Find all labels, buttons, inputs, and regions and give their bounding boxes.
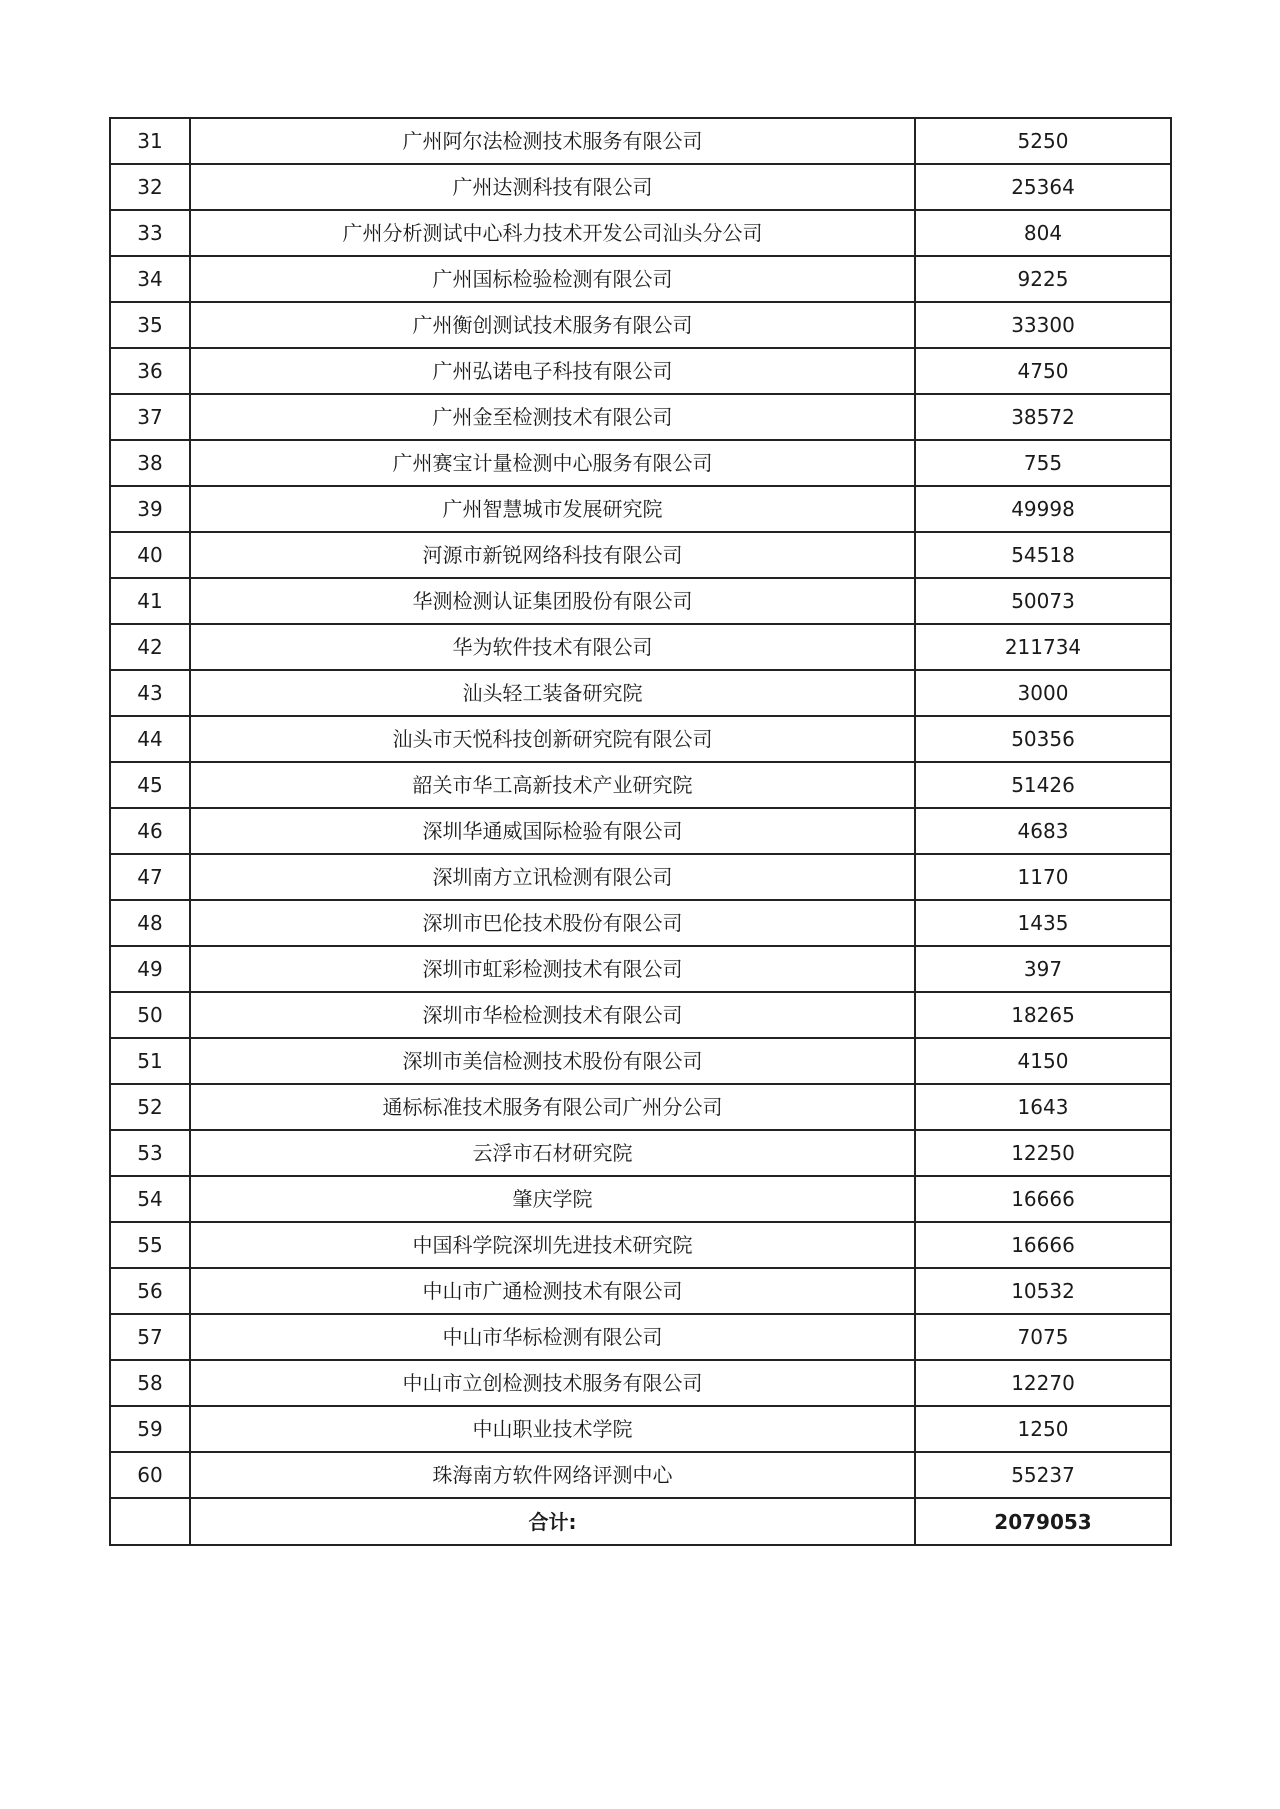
- row-index: 41: [110, 578, 190, 624]
- row-name: 广州达测科技有限公司: [190, 164, 915, 210]
- row-amount: 54518: [915, 532, 1171, 578]
- row-index: 42: [110, 624, 190, 670]
- row-amount: 804: [915, 210, 1171, 256]
- row-amount: 9225: [915, 256, 1171, 302]
- table-row: [110, 762, 1171, 808]
- row-amount: 12250: [915, 1130, 1171, 1176]
- row-index: 48: [110, 900, 190, 946]
- table-row: [110, 256, 1171, 302]
- row-index: 46: [110, 808, 190, 854]
- table-row: [110, 946, 1171, 992]
- row-name: 河源市新锐网络科技有限公司: [190, 532, 915, 578]
- row-name: 中山市广通检测技术有限公司: [190, 1268, 915, 1314]
- row-name: 肇庆学院: [190, 1176, 915, 1222]
- row-name: 深圳市巴伦技术股份有限公司: [190, 900, 915, 946]
- table-row: [110, 486, 1171, 532]
- row-amount: 4150: [915, 1038, 1171, 1084]
- row-name: 珠海南方软件网络评测中心: [190, 1452, 915, 1498]
- table-row: [110, 578, 1171, 624]
- row-name: 中山市华标检测有限公司: [190, 1314, 915, 1360]
- row-index: 43: [110, 670, 190, 716]
- row-name: 中山市立创检测技术服务有限公司: [190, 1360, 915, 1406]
- row-index: 60: [110, 1452, 190, 1498]
- row-index: 35: [110, 302, 190, 348]
- row-amount: 211734: [915, 624, 1171, 670]
- row-amount: 397: [915, 946, 1171, 992]
- row-index: 33: [110, 210, 190, 256]
- row-amount: 1170: [915, 854, 1171, 900]
- row-name: 深圳南方立讯检测有限公司: [190, 854, 915, 900]
- row-name: 中国科学院深圳先进技术研究院: [190, 1222, 915, 1268]
- table-body: [110, 118, 1171, 1545]
- row-name: 韶关市华工高新技术产业研究院: [190, 762, 915, 808]
- total-index-cell: [110, 1498, 190, 1545]
- row-index: 44: [110, 716, 190, 762]
- table-row: [110, 808, 1171, 854]
- row-amount: 4750: [915, 348, 1171, 394]
- row-index: 57: [110, 1314, 190, 1360]
- row-index: 54: [110, 1176, 190, 1222]
- row-index: 32: [110, 164, 190, 210]
- row-name: 广州智慧城市发展研究院: [190, 486, 915, 532]
- table-row: [110, 118, 1171, 164]
- row-index: 45: [110, 762, 190, 808]
- row-amount: 1250: [915, 1406, 1171, 1452]
- row-amount: 16666: [915, 1222, 1171, 1268]
- row-index: 59: [110, 1406, 190, 1452]
- table-row: [110, 1130, 1171, 1176]
- row-amount: 12270: [915, 1360, 1171, 1406]
- row-index: 31: [110, 118, 190, 164]
- row-name: 广州赛宝计量检测中心服务有限公司: [190, 440, 915, 486]
- row-amount: 33300: [915, 302, 1171, 348]
- row-amount: 1643: [915, 1084, 1171, 1130]
- table-row: [110, 1360, 1171, 1406]
- table-row: [110, 992, 1171, 1038]
- row-name: 广州阿尔法检测技术服务有限公司: [190, 118, 915, 164]
- row-name: 广州衡创测试技术服务有限公司: [190, 302, 915, 348]
- row-amount: 49998: [915, 486, 1171, 532]
- row-name: 汕头市天悦科技创新研究院有限公司: [190, 716, 915, 762]
- table-row: [110, 210, 1171, 256]
- row-name: 云浮市石材研究院: [190, 1130, 915, 1176]
- row-index: 40: [110, 532, 190, 578]
- row-index: 51: [110, 1038, 190, 1084]
- row-amount: 3000: [915, 670, 1171, 716]
- row-amount: 16666: [915, 1176, 1171, 1222]
- table-row: [110, 1038, 1171, 1084]
- row-amount: 755: [915, 440, 1171, 486]
- row-amount: 10532: [915, 1268, 1171, 1314]
- row-name: 华测检测认证集团股份有限公司: [190, 578, 915, 624]
- row-amount: 25364: [915, 164, 1171, 210]
- row-index: 49: [110, 946, 190, 992]
- row-name: 广州分析测试中心科力技术开发公司汕头分公司: [190, 210, 915, 256]
- row-index: 52: [110, 1084, 190, 1130]
- table-row: [110, 900, 1171, 946]
- table-row: [110, 1084, 1171, 1130]
- total-row: [110, 1498, 1171, 1545]
- row-amount: 1435: [915, 900, 1171, 946]
- row-amount: 18265: [915, 992, 1171, 1038]
- row-index: 58: [110, 1360, 190, 1406]
- row-name: 通标标准技术服务有限公司广州分公司: [190, 1084, 915, 1130]
- table-row: [110, 394, 1171, 440]
- row-name: 深圳华通威国际检验有限公司: [190, 808, 915, 854]
- table-row: [110, 348, 1171, 394]
- row-name: 华为软件技术有限公司: [190, 624, 915, 670]
- row-amount: 55237: [915, 1452, 1171, 1498]
- row-name: 汕头轻工装备研究院: [190, 670, 915, 716]
- row-index: 38: [110, 440, 190, 486]
- table-row: [110, 440, 1171, 486]
- table-row: [110, 1268, 1171, 1314]
- row-amount: 50073: [915, 578, 1171, 624]
- row-name: 深圳市虹彩检测技术有限公司: [190, 946, 915, 992]
- row-index: 47: [110, 854, 190, 900]
- row-index: 56: [110, 1268, 190, 1314]
- row-name: 中山职业技术学院: [190, 1406, 915, 1452]
- row-amount: 5250: [915, 118, 1171, 164]
- table-row: [110, 164, 1171, 210]
- row-index: 55: [110, 1222, 190, 1268]
- table-row: [110, 670, 1171, 716]
- row-amount: 7075: [915, 1314, 1171, 1360]
- table-row: [110, 624, 1171, 670]
- table-row: [110, 532, 1171, 578]
- table-row: [110, 1314, 1171, 1360]
- data-table: [109, 117, 1172, 1546]
- table-row: [110, 716, 1171, 762]
- row-index: 34: [110, 256, 190, 302]
- row-amount: 4683: [915, 808, 1171, 854]
- row-name: 广州金至检测技术有限公司: [190, 394, 915, 440]
- row-amount: 50356: [915, 716, 1171, 762]
- row-name: 广州国标检验检测有限公司: [190, 256, 915, 302]
- total-label: 合计:: [190, 1498, 915, 1545]
- row-index: 53: [110, 1130, 190, 1176]
- table-row: [110, 1452, 1171, 1498]
- row-name: 深圳市美信检测技术股份有限公司: [190, 1038, 915, 1084]
- row-name: 广州弘诺电子科技有限公司: [190, 348, 915, 394]
- row-amount: 38572: [915, 394, 1171, 440]
- row-name: 深圳市华检检测技术有限公司: [190, 992, 915, 1038]
- row-index: 36: [110, 348, 190, 394]
- table-row: [110, 854, 1171, 900]
- row-index: 37: [110, 394, 190, 440]
- total-amount: 2079053: [915, 1498, 1171, 1545]
- row-index: 39: [110, 486, 190, 532]
- table-row: [110, 1176, 1171, 1222]
- row-amount: 51426: [915, 762, 1171, 808]
- table-row: [110, 1406, 1171, 1452]
- table-row: [110, 302, 1171, 348]
- table-row: [110, 1222, 1171, 1268]
- row-index: 50: [110, 992, 190, 1038]
